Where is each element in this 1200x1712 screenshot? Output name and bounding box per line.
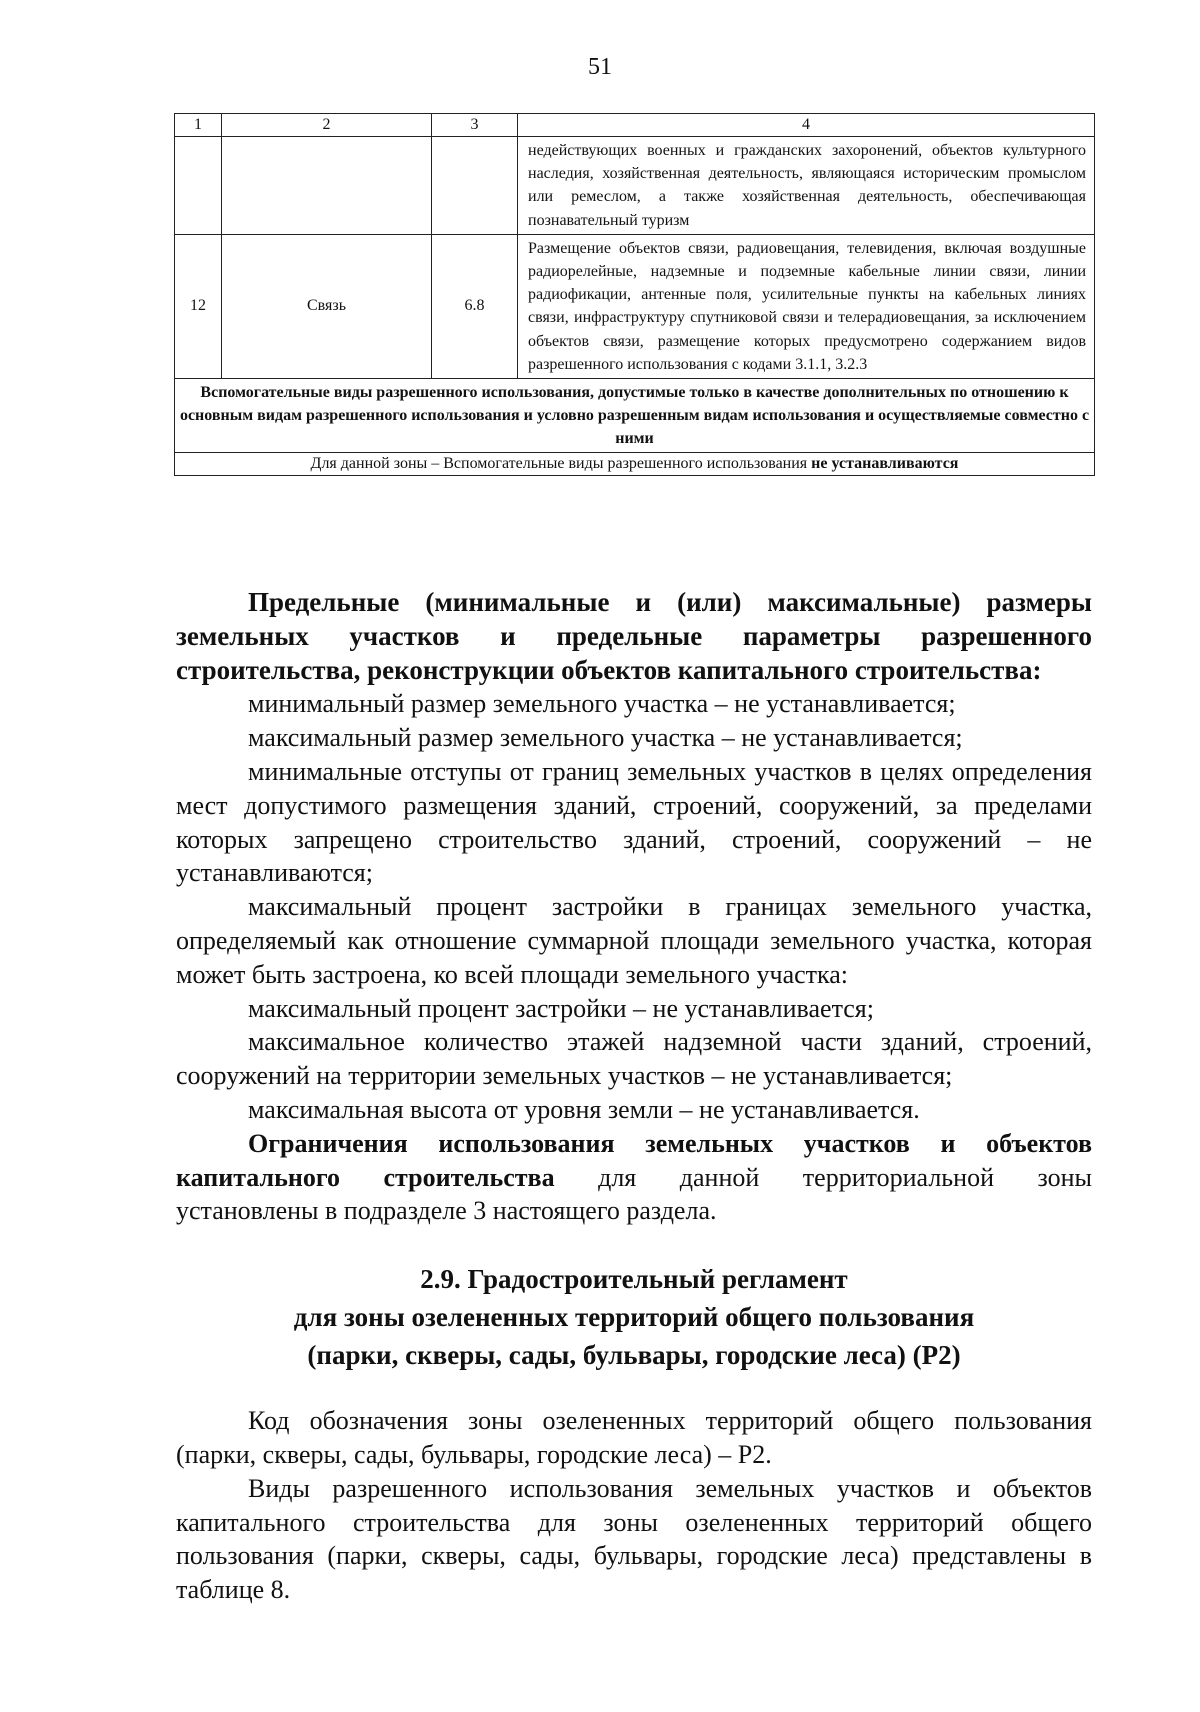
body-text bbox=[176, 586, 1092, 1607]
header-cell-3: 3 bbox=[432, 114, 518, 137]
table-row-continued bbox=[175, 137, 1095, 235]
restrictions-regular-text: для данной территориальной зоны bbox=[554, 1162, 1092, 1192]
build-percent-value-paragraph: максимальный процент застройки – не устанавливается; bbox=[248, 993, 874, 1023]
restrictions-line-2 bbox=[176, 1161, 1092, 1195]
section-title-line-1: 2.9. Градостроительный регламент bbox=[420, 1264, 848, 1295]
continued-description-cell: недействующих военных и гражданских захоронений, объектов культурного наследия, хозяйственная деятельность, являющаяся историческим промыслом или ремеслом, а также хозяйственная деятельность, обеспечивающая познавательный туризм bbox=[518, 137, 1095, 235]
permitted-uses-paragraph: Виды разрешенного использования земельных участков и объектов капитального строительства для зоны озелененных территорий общего пользования (парки, скверы, сады, бульвары, городские леса) представлены в таблице 8. bbox=[176, 1473, 1092, 1605]
limits-heading-line-2: земельных участков и предельные параметры разрешенного bbox=[176, 620, 1092, 651]
page-number: 51 bbox=[588, 54, 612, 80]
row-code-cell: 6.8 bbox=[432, 234, 518, 378]
aux-note-prefix: Для данной зоны – Вспомогательные виды разрешенного использования bbox=[310, 455, 812, 473]
limits-heading-line-1: Предельные (минимальные и (или) максимальные) размеры bbox=[248, 587, 1092, 617]
aux-heading-row bbox=[175, 379, 1095, 453]
aux-note-row bbox=[175, 453, 1095, 476]
table-header-row bbox=[175, 114, 1095, 137]
header-cell-2: 2 bbox=[222, 114, 432, 137]
row-number-cell: 12 bbox=[175, 234, 222, 378]
section-title-line-3: (парки, скверы, сады, бульвары, городские леса) (Р2) bbox=[307, 1340, 961, 1371]
row-description-cell: Размещение объектов связи, радиовещания, телевидения, включая воздушные радиорелейные, надземные и подземные кабельные линии связи, линии радиофикации, антенные поля, усилительные пункты на кабельных линиях связи, инфраструктуру спутниковой связи и телерадиовещания, за исключением объектов связи, размещение которых предусмотрено содержанием видов разрешенного использования с кодами 3.1.1, 3.2.3 bbox=[518, 234, 1095, 378]
zone-code-paragraph: Код обозначения зоны озелененных территорий общего пользования (парки, скверы, сады, бульвары, городские леса) – Р2. bbox=[176, 1406, 1092, 1469]
height-paragraph: максимальная высота от уровня земли – не устанавливается. bbox=[248, 1094, 920, 1124]
floors-paragraph: максимальное количество этажей надземной части зданий, строений, сооружений на территории земельных участков – не устанавливается; bbox=[176, 1027, 1092, 1091]
min-size-paragraph: минимальный размер земельного участка – не устанавливается; bbox=[248, 689, 956, 719]
limits-heading-line-3: строительства, реконструкции объектов капитального строительства: bbox=[176, 654, 1042, 685]
row-name-cell: Связь bbox=[222, 234, 432, 378]
section-title bbox=[176, 1260, 1092, 1374]
setbacks-paragraph: минимальные отступы от границ земельных участков в целях определения мест допустимого размещения зданий, строений, сооружений, за пределами которых запрещено строительство зданий, строений, сооружений – не устанавливаются; bbox=[176, 756, 1092, 888]
table-row bbox=[175, 234, 1095, 378]
max-size-paragraph: максимальный размер земельного участка – не устанавливается; bbox=[248, 723, 963, 753]
header-cell-1: 1 bbox=[175, 114, 222, 137]
table-cell-empty bbox=[222, 137, 432, 235]
land-use-table bbox=[174, 113, 1095, 476]
restrictions-bold-text: капитального строительства bbox=[176, 1162, 555, 1192]
aux-note-bold: не устанавливаются bbox=[811, 455, 959, 473]
restrictions-line-1: Ограничения использования земельных участков и объектов bbox=[248, 1128, 1092, 1158]
aux-uses-heading: Вспомогательные виды разрешенного использования, допустимые только в качестве дополнительных по отношению к основным видам разрешенного использования и условно разрешенным видам использования и осуществляемые совместно с ними bbox=[175, 379, 1095, 453]
table-cell-empty bbox=[175, 137, 222, 235]
table-cell-empty bbox=[432, 137, 518, 235]
section-title-line-2: для зоны озелененных территорий общего пользования bbox=[293, 1302, 975, 1333]
aux-uses-note bbox=[175, 453, 1095, 476]
restrictions-line-3: установлены в подразделе 3 настоящего раздела. bbox=[176, 1196, 717, 1226]
header-cell-4: 4 bbox=[518, 114, 1095, 137]
build-percent-paragraph: максимальный процент застройки в границах земельного участка, определяемый как отношение суммарной площади земельного участка, которая может быть застроена, ко всей площади земельного участка: bbox=[176, 892, 1092, 989]
